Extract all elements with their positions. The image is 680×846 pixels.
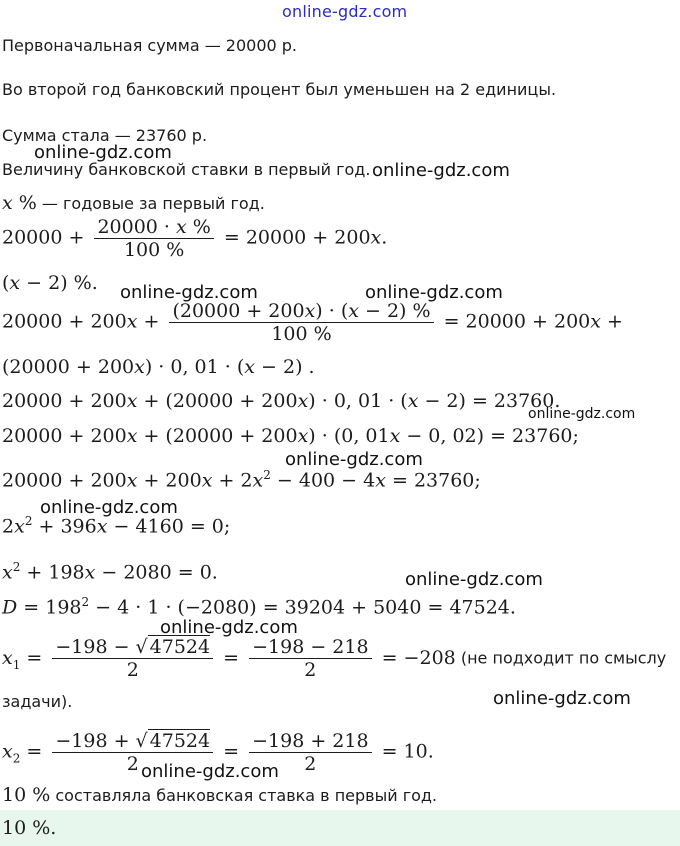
watermark: online-gdz.com bbox=[405, 569, 543, 590]
watermark: online-gdz.com bbox=[493, 688, 631, 709]
equation-step-1: 20000 + 200x + (20000 + 200x) · 0, 01 · (x − 2) = 23760. bbox=[2, 390, 561, 412]
equation-step-5: $x^2 + 198x - 2080 = 0$. bbox=[2, 560, 218, 584]
line-find-rate: Величину банковской ставки в первый год. bbox=[2, 160, 371, 179]
watermark: online-gdz.com bbox=[120, 282, 258, 303]
line-not-suitable: задачи). bbox=[2, 692, 73, 711]
equation-root-1: $x_1$ = $\frac{-198 - √ 47524}{2}$ = $\frac{-198 - 218}{2}$ = −208 (не подходит по смыслу bbox=[2, 636, 667, 681]
watermark: online-gdz.com bbox=[141, 761, 279, 782]
line-initial-sum: Первоначальная сумма — 20000 р. bbox=[2, 36, 298, 55]
watermark: online-gdz.com bbox=[372, 160, 510, 181]
watermark: online-gdz.com bbox=[528, 406, 636, 422]
equation-second-year: 20000 + 200x + $\frac{(20000 + 200x) \cdot (x - 2) \%}{100 \%}$ = 20000 + 200x + bbox=[2, 300, 623, 345]
answer-box bbox=[0, 810, 680, 846]
equation-step-2: 20000 + 200x + (20000 + 200x) · (0, 01x − 0, 02) = 23760; bbox=[2, 425, 579, 447]
equation-second-rate: (x − 2) %. bbox=[2, 272, 98, 294]
equation-second-year-cont: (20000 + 200x) · 0, 01 · (x − 2) . bbox=[2, 356, 315, 378]
equation-discriminant: $D = 198^2 - 4 \cdot 1 \cdot (-2080) = 39204 + 5040 = 47524$. bbox=[2, 595, 516, 619]
watermark: online-gdz.com bbox=[34, 142, 172, 163]
line-conclusion: 10 % составляла банковская ставка в первый год. bbox=[2, 784, 438, 806]
watermark: online-gdz.com bbox=[40, 497, 178, 518]
watermark: online-gdz.com bbox=[365, 282, 503, 303]
answer-value: 10 %. bbox=[2, 817, 57, 839]
equation-step-4: $2x^2 + 396x - 4160 = 0$; bbox=[2, 514, 231, 538]
equation-root-2: $x_2$ = $\frac{-198 + √ 47524}{2}$ = $\frac{-198 + 218}{2}$ = 10. bbox=[2, 730, 434, 775]
equation-first-year: 20000 + $\frac{20000 \cdot x \%}{100 \%}$ = 20000 + 200x. bbox=[2, 216, 388, 261]
watermark: online-gdz.com bbox=[285, 449, 423, 470]
watermark-top: online-gdz.com bbox=[282, 2, 408, 21]
line-final-sum: Сумма стала — 23760 р. bbox=[2, 126, 208, 145]
equation-step-3: $20000 + 200x + 200x + 2x^2 - 400 - 4x = 23760$; bbox=[2, 468, 481, 492]
watermark: online-gdz.com bbox=[160, 617, 298, 638]
line-percent-decrease: Во второй год банковский процент был уменьшен на 2 единицы. bbox=[2, 80, 557, 99]
line-variable-def: x % — годовые за первый год. bbox=[2, 192, 265, 214]
